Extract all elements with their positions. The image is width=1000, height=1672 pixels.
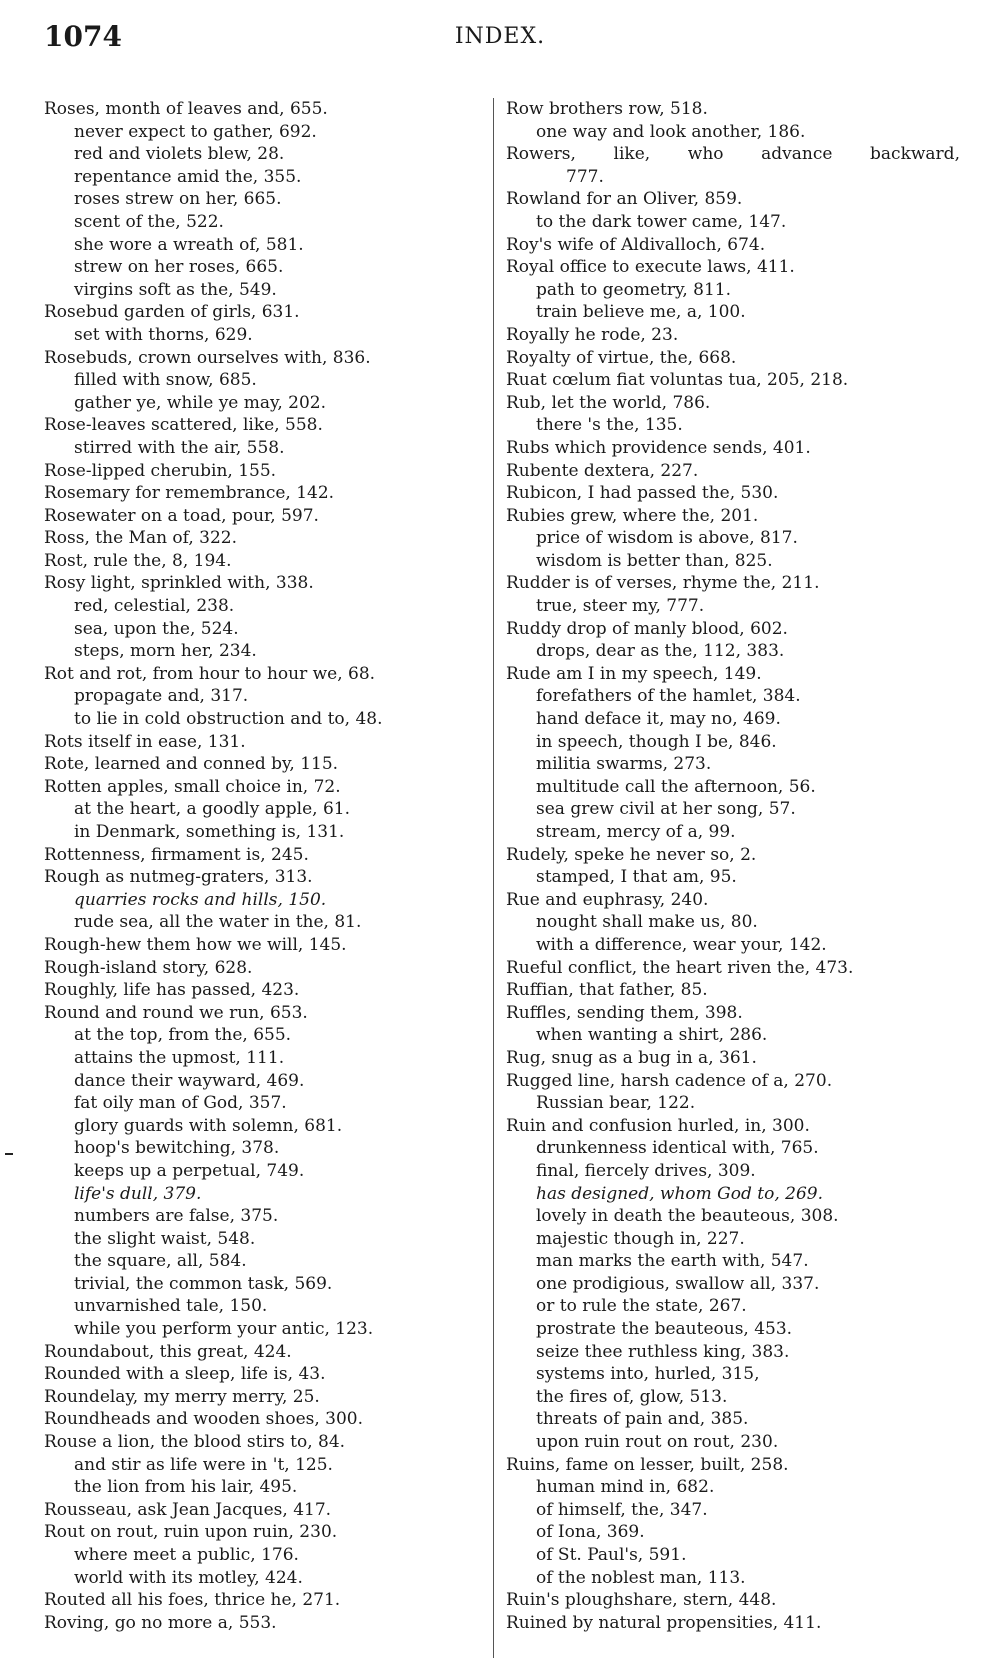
index-entry: Rowers, like, who advance backward,: [506, 144, 960, 165]
index-subentry: seize thee ruthless king, 383.: [536, 1341, 790, 1362]
index-entry: Rots itself in ease, 131.: [44, 731, 246, 752]
index-entry: Ruins, fame on lesser, built, 258.: [506, 1454, 789, 1475]
index-entry: Rowland for an Oliver, 859.: [506, 189, 743, 210]
index-entry: Ruddy drop of manly blood, 602.: [506, 618, 788, 639]
index-subentry: final, fiercely drives, 309.: [536, 1160, 756, 1181]
index-entry: Rug, snug as a bug in a, 361.: [506, 1047, 757, 1068]
index-entry: Rough-hew them how we will, 145.: [44, 934, 347, 955]
index-entry: Ruffian, that father, 85.: [506, 980, 708, 1001]
index-entry: Ruffles, sending them, 398.: [506, 1002, 743, 1023]
index-subentry: upon ruin rout on rout, 230.: [536, 1432, 779, 1453]
index-entry: Rotten apples, small choice in, 72.: [44, 776, 341, 797]
index-entry: Rudely, speke he never so, 2.: [506, 844, 757, 865]
index-subentry: systems into, hurled, 315,: [536, 1364, 760, 1385]
index-entry: Rough as nutmeg-graters, 313.: [44, 867, 313, 888]
index-entry: Rounded with a sleep, life is, 43.: [44, 1364, 326, 1385]
index-entry: Ross, the Man of, 322.: [44, 528, 238, 549]
index-column-right: [506, 98, 960, 1634]
index-subentry: fat oily man of God, 357.: [74, 1093, 287, 1114]
index-entry: Rosemary for remembrance, 142.: [44, 483, 335, 504]
index-subentry: multitude call the afternoon, 56.: [536, 776, 816, 797]
index-column-left: [44, 98, 474, 1634]
index-subentry: stamped, I that am, 95.: [536, 867, 737, 888]
index-subentry: she wore a wreath of, 581.: [74, 234, 304, 255]
index-entry: Royal office to execute laws, 411.: [506, 257, 795, 278]
index-subentry: hoop's bewitching, 378.: [74, 1138, 280, 1159]
index-subentry: price of wisdom is above, 817.: [536, 528, 798, 549]
index-subentry: human mind in, 682.: [536, 1477, 715, 1498]
index-entry: Rude am I in my speech, 149.: [506, 663, 762, 684]
index-entry: Row brothers row, 518.: [506, 99, 708, 119]
index-subentry: the lion from his lair, 495.: [74, 1477, 298, 1498]
index-subentry: when wanting a shirt, 286.: [536, 1025, 768, 1046]
index-entry: Rugged line, harsh cadence of a, 270.: [506, 1070, 833, 1091]
index-subentry: the slight waist, 548.: [74, 1228, 256, 1249]
index-entry: Roughly, life has passed, 423.: [44, 980, 300, 1001]
index-subentry: red, celestial, 238.: [74, 596, 235, 617]
index-entry: Royalty of virtue, the, 668.: [506, 347, 737, 368]
index-entry: Roundheads and wooden shoes, 300.: [44, 1409, 364, 1430]
index-entry: Rose-lipped cherubin, 155.: [44, 460, 277, 481]
index-entry: Rubs which providence sends, 401.: [506, 437, 811, 458]
index-entry: Roundabout, this great, 424.: [44, 1341, 292, 1362]
index-subentry: drops, dear as the, 112, 383.: [536, 641, 785, 662]
index-subentry: rude sea, all the water in the, 81.: [74, 912, 362, 933]
column-divider: [493, 98, 494, 1658]
index-subentry: never expect to gather, 692.: [74, 121, 317, 142]
index-subentry: and stir as life were in 't, 125.: [74, 1454, 333, 1475]
index-subentry: drunkenness identical with, 765.: [536, 1138, 819, 1159]
index-subentry: filled with snow, 685.: [74, 370, 257, 391]
index-subentry: strew on her roses, 665.: [74, 257, 284, 278]
index-subentry: of the noblest man, 113.: [536, 1567, 746, 1588]
index-subentry: gather ye, while ye may, 202.: [74, 392, 327, 413]
index-entry: Rost, rule the, 8, 194.: [44, 550, 232, 571]
index-entry: Rousseau, ask Jean Jacques, 417.: [44, 1499, 332, 1520]
index-subentry: train believe me, a, 100.: [536, 302, 746, 323]
index-subentry: sea grew civil at her song, 57.: [536, 799, 796, 820]
index-subentry: hand deface it, may no, 469.: [536, 709, 781, 730]
index-subentry: path to geometry, 811.: [536, 279, 731, 300]
index-entry: Rub, let the world, 786.: [506, 392, 711, 413]
page-title: INDEX.: [454, 24, 546, 49]
index-subentry: of Iona, 369.: [536, 1522, 645, 1543]
index-subentry: of St. Paul's, 591.: [536, 1545, 687, 1565]
index-subentry: trivial, the common task, 569.: [74, 1273, 333, 1294]
index-subentry: true, steer my, 777.: [536, 596, 705, 617]
index-entry: Rote, learned and conned by, 115.: [44, 754, 339, 775]
index-subentry: or to rule the state, 267.: [536, 1296, 747, 1317]
index-subentry: virgins soft as the, 549.: [74, 279, 277, 300]
index-subentry: repentance amid the, 355.: [74, 166, 302, 187]
index-subentry: to the dark tower came, 147.: [536, 211, 787, 232]
index-subentry: keeps up a perpetual, 749.: [74, 1160, 305, 1181]
index-subentry: prostrate the beauteous, 453.: [536, 1319, 793, 1340]
index-entry: Rubies grew, where the, 201.: [506, 505, 759, 526]
index-subentry: where meet a public, 176.: [74, 1545, 299, 1565]
index-subentry: to lie in cold obstruction and to, 48.: [74, 709, 383, 730]
index-subentry: wisdom is better than, 825.: [536, 550, 773, 571]
index-subentry: scent of the, 522.: [74, 211, 224, 232]
index-subentry: steps, morn her, 234.: [74, 641, 257, 662]
index-subentry: red and violets blew, 28.: [74, 144, 285, 165]
index-subentry: set with thorns, 629.: [74, 324, 253, 345]
index-subentry: of himself, the, 347.: [536, 1499, 708, 1520]
index-subentry: sea, upon the, 524.: [74, 618, 239, 639]
index-entry: Rosebud garden of girls, 631.: [44, 302, 300, 323]
index-subentry: while you perform your antic, 123.: [74, 1319, 374, 1340]
index-subentry: quarries rocks and hills, 150.: [74, 889, 327, 910]
index-entry: Roundelay, my merry merry, 25.: [44, 1386, 320, 1407]
index-entry: Ruat cœlum fiat voluntas tua, 205, 218.: [506, 370, 849, 391]
index-subentry: propagate and, 317.: [74, 686, 249, 707]
index-subentry: man marks the earth with, 547.: [536, 1251, 809, 1272]
index-subentry: forefathers of the hamlet, 384.: [536, 686, 801, 707]
index-entry: Rueful conflict, the heart riven the, 473.: [506, 957, 854, 978]
index-subentry: in speech, though I be, 846.: [536, 731, 777, 752]
index-subentry: 777.: [566, 166, 604, 187]
index-subentry: attains the upmost, 111.: [74, 1047, 285, 1068]
index-entry: Roving, go no more a, 553.: [44, 1612, 277, 1633]
index-entry: Rose-leaves scattered, like, 558.: [44, 415, 323, 436]
index-subentry: majestic though in, 227.: [536, 1228, 745, 1249]
margin-mark: [5, 1153, 13, 1155]
index-entry: Rubicon, I had passed the, 530.: [506, 483, 779, 504]
index-entry: Ruin and confusion hurled, in, 300.: [506, 1115, 810, 1136]
index-entry: Royally he rode, 23.: [506, 324, 679, 345]
index-entry: Rouse a lion, the blood stirs to, 84.: [44, 1432, 346, 1453]
index-entry: Rosebuds, crown ourselves with, 836.: [44, 347, 371, 368]
index-entry: Roy's wife of Aldivalloch, 674.: [506, 234, 766, 255]
index-subentry: world with its motley, 424.: [74, 1567, 303, 1588]
index-entry: Rough-island story, 628.: [44, 957, 253, 978]
index-subentry: the square, all, 584.: [74, 1251, 247, 1272]
index-subentry: lovely in death the beauteous, 308.: [536, 1206, 839, 1227]
index-subentry: glory guards with solemn, 681.: [74, 1115, 343, 1136]
index-subentry: has designed, whom God to, 269.: [536, 1183, 823, 1204]
index-subentry: dance their wayward, 469.: [74, 1070, 305, 1091]
index-subentry: at the top, from the, 655.: [74, 1025, 292, 1046]
index-subentry: stream, mercy of a, 99.: [536, 822, 736, 842]
index-subentry: the fires of, glow, 513.: [536, 1386, 728, 1407]
index-subentry: at the heart, a goodly apple, 61.: [74, 799, 350, 820]
index-entry: Rue and euphrasy, 240.: [506, 889, 709, 910]
index-subentry: militia swarms, 273.: [536, 754, 712, 775]
index-entry: Rot and rot, from hour to hour we, 68.: [44, 663, 376, 684]
index-entry: Rout on rout, ruin upon ruin, 230.: [44, 1522, 338, 1543]
index-subentry: with a difference, wear your, 142.: [536, 934, 827, 955]
index-entry: Routed all his foes, thrice he, 271.: [44, 1590, 341, 1611]
index-subentry: there 's the, 135.: [536, 415, 683, 436]
index-entry: Round and round we run, 653.: [44, 1002, 308, 1023]
index-subentry: numbers are false, 375.: [74, 1206, 279, 1227]
index-entry: Rottenness, firmament is, 245.: [44, 844, 309, 865]
index-subentry: roses strew on her, 665.: [74, 189, 282, 210]
index-subentry: stirred with the air, 558.: [74, 437, 285, 458]
index-subentry: in Denmark, something is, 131.: [74, 822, 345, 842]
page-number: 1074: [44, 20, 122, 53]
index-subentry: life's dull, 379.: [74, 1183, 202, 1204]
index-subentry: one prodigious, swallow all, 337.: [536, 1273, 820, 1294]
index-entry: Rubente dextera, 227.: [506, 460, 699, 481]
index-entry: Ruin's ploughshare, stern, 448.: [506, 1590, 777, 1611]
index-entry: Rosewater on a toad, pour, 597.: [44, 505, 319, 526]
index-entry: Rudder is of verses, rhyme the, 211.: [506, 573, 820, 594]
index-subentry: threats of pain and, 385.: [536, 1409, 749, 1430]
index-subentry: nought shall make us, 80.: [536, 912, 758, 933]
index-subentry: one way and look another, 186.: [536, 121, 806, 142]
index-entry: Roses, month of leaves and, 655.: [44, 99, 328, 119]
index-subentry: Russian bear, 122.: [536, 1093, 696, 1114]
index-entry: Rosy light, sprinkled with, 338.: [44, 573, 314, 594]
index-subentry: unvarnished tale, 150.: [74, 1296, 268, 1317]
index-entry: Ruined by natural propensities, 411.: [506, 1612, 822, 1633]
page-header: [44, 20, 956, 60]
